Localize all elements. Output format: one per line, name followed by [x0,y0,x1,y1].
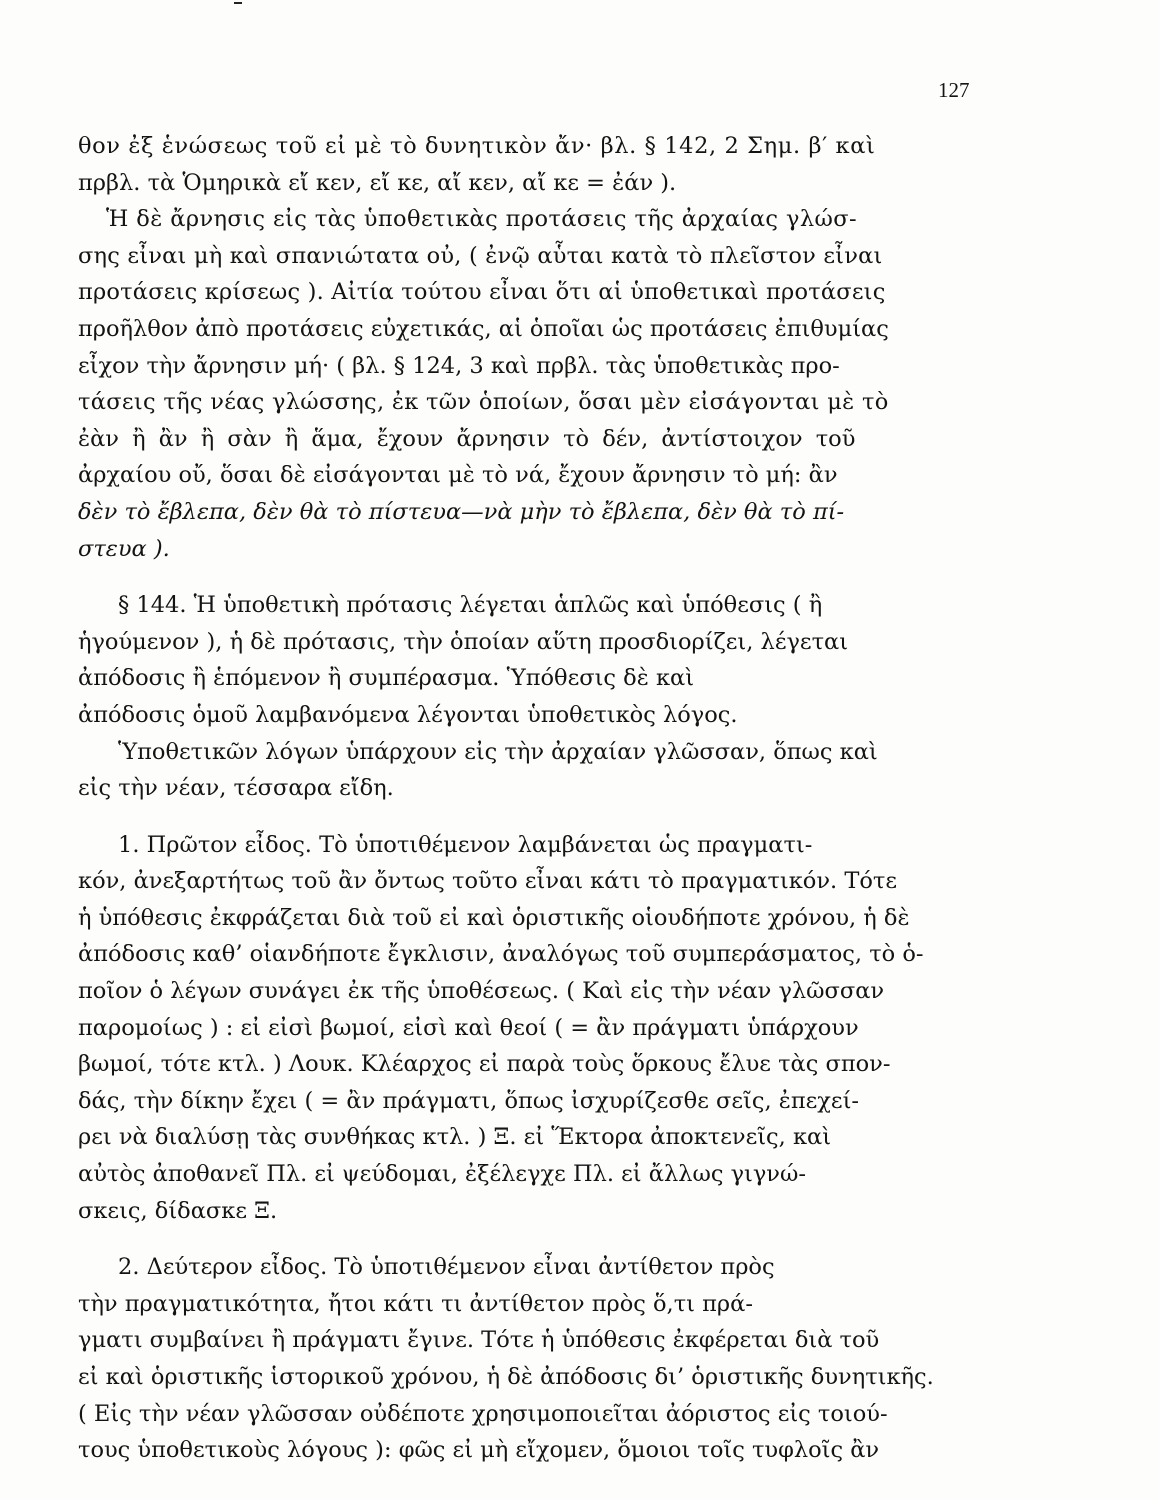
text-line [78,201,978,238]
line-text: ἡ ὑπόθεσις ἐκφράζεται διὰ τοῦ εἰ καὶ ὁριστικῆς οἱουδήποτε χρόνου, ἡ δὲ [78,904,910,931]
line-text: στευα ). [78,535,170,562]
text-line [78,734,978,771]
line-text: προτάσεις κρίσεως ). Αἰτία τούτου εἶναι ὅτι αἱ ὑποθετικαὶ προτάσεις [78,279,886,306]
text-line [78,936,978,973]
text-line [78,238,978,275]
text-line [78,128,978,165]
line-text: ( Εἰς τὴν νέαν γλῶσσαν οὐδέποτε χρησιμοποιεῖται ἀόριστος εἰς τοιού- [78,1400,888,1427]
text-line [78,1193,978,1230]
text-line [78,348,978,385]
text-line [78,384,978,421]
text-line [78,1083,978,1120]
paragraph-gap [78,807,978,827]
line-text: σης εἶναι μὴ καὶ σπανιώτατα οὐ, ( ἐνῷ αὗται κατὰ τὸ πλεῖστον εἶναι [78,242,883,269]
text-line [78,1396,978,1433]
line-text: ἀπόδοσις καθ’ οἱανδήποτε ἔγκλισιν, ἀναλόγως τοῦ συμπεράσματος, τὸ ὁ- [78,941,924,968]
line-text: 2. Δεύτερον εἶδος. Τὸ ὑποτιθέμενον εἶναι ἀντίθετον πρὸς [118,1254,775,1281]
text-line [78,421,978,458]
line-text: 1. Πρῶτον εἶδος. Τὸ ὑποτιθέμενον λαμβάνεται ὡς πραγματι- [118,831,813,858]
text-line [78,1119,978,1156]
line-text: ἀπόδοσις ὁμοῦ λαμβανόμενα λέγονται ὑποθετικὸς λόγος. [78,701,738,728]
paragraph-gap [78,1229,978,1249]
text-line [78,531,978,568]
top-dash-mark [234,2,242,4]
line-text: εἶχον τὴν ἄρνησιν μή· ( βλ. § 124, 3 καὶ πρβλ. τὰς ὑποθετικὰς προ- [78,352,840,379]
line-text: κόν, ἀνεξαρτήτως τοῦ ἂν ὄντως τοῦτο εἶναι κάτι τὸ πραγματικόν. Τότε [78,868,897,895]
line-text: προῆλθον ἀπὸ προτάσεις εὐχετικάς, αἱ ὁποῖαι ὡς προτάσεις ἐπιθυμίας [78,315,889,342]
line-text: τους ὑποθετικοὺς λόγους ): φῶς εἰ μὴ εἴχομεν, ὅμοιοι τοῖς τυφλοῖς ἂν [78,1437,880,1464]
text-line [78,1046,978,1083]
line-text: ἀρχαίου οὔ, ὅσαι δὲ εἰσάγονται μὲ τὸ νά, ἔχουν ἄρνησιν τὸ μή: ἂν [78,462,838,489]
text-line [78,1286,978,1323]
text-line [78,311,978,348]
line-text: δάς, τὴν δίκην ἔχει ( = ἂν πράγματι, ὅπως ἰσχυρίζεσθε σεῖς, ἐπεχεί- [78,1087,860,1114]
text-line [78,1156,978,1193]
text-line [78,165,978,202]
page-number: 127 [938,78,970,102]
line-text: τάσεις τῆς νέας γλώσσης, ἐκ τῶν ὁποίων, ὅσαι μὲν εἰσάγονται μὲ τὸ [78,389,889,416]
paragraph-gap [78,567,978,587]
text-line [78,1432,978,1469]
line-text: θον ἐξ ἑνώσεως τοῦ εἰ μὲ τὸ δυνητικὸν ἄν· βλ. § 142, 2 Σημ. β′ καὶ [78,133,876,159]
line-text: εἰς τὴν νέαν, τέσσαρα εἴδη. [78,775,394,802]
line-text: Ὑποθετικῶν λόγων ὑπάρχουν εἰς τὴν ἀρχαίαν γλῶσσαν, ὅπως καὶ [118,738,878,765]
text-line [78,274,978,311]
line-text: ἡγούμενον ), ἡ δὲ πρότασις, τὴν ὁποίαν αὕτη προσδιορίζει, λέγεται [78,628,849,655]
text-line [78,660,978,697]
line-text: σκεις, δίδασκε Ξ. [78,1197,278,1224]
text-line [78,457,978,494]
line-text: γματι συμβαίνει ἢ πράγματι ἔγινε. Τότε ἡ ὑπόθεσις ἐκφέρεται διὰ τοῦ [78,1327,880,1354]
line-text: ἐὰν ἢ ἂν ἢ σὰν ἢ ἅμα, ἔχουν ἄρνησιν τὸ δέν, ἀντίστοιχον τοῦ [78,425,856,452]
text-line [78,494,978,531]
line-text: τὴν πραγματικότητα, ἤτοι κάτι τι ἀντίθετον πρὸς ὅ,τι πρά- [78,1290,753,1317]
text-line [78,770,978,807]
line-text: παρομοίως ) : εἰ εἰσὶ βωμοί, εἰσὶ καὶ θεοί ( = ἂν πράγματι ὑπάρχουν [78,1014,859,1041]
text-line [78,900,978,937]
line-text: § 144. Ἡ ὑποθετικὴ πρότασις λέγεται ἁπλῶς καὶ ὑπόθεσις ( ἢ [118,592,823,619]
subsection-heading-line [78,827,978,864]
text-line [78,973,978,1010]
line-text: πρβλ. τὰ Ὁμηρικὰ εἴ κεν, εἴ κε, αἴ κεν, αἴ κε = ἐάν ). [78,169,677,196]
line-text: ποῖον ὁ λέγων συνάγει ἐκ τῆς ὑποθέσεως. ( Καὶ εἰς τὴν νέαν γλῶσσαν [78,978,885,1005]
line-text: ἀπόδοσις ἢ ἑπόμενον ἢ συμπέρασμα. Ὑπόθεσις δὲ καὶ [78,665,695,692]
line-text: δὲν τὸ ἔβλεπα, δὲν θὰ τὸ πίστευα—νὰ μὴν τὸ ἔβλεπα, δὲν θὰ τὸ πί- [78,498,845,525]
line-text: Ἡ δὲ ἄρνησις εἰς τὰς ὑποθετικὰς προτάσεις τῆς ἀρχαίας γλώσ- [106,206,857,233]
section-heading-line [78,587,978,624]
line-text: εἰ καὶ ὁριστικῆς ἱστορικοῦ χρόνου, ἡ δὲ ἀπόδοσις δι’ ὁριστικῆς δυνητικῆς. [78,1364,934,1390]
line-text: βωμοί, τότε κτλ. ) Λουκ. Κλέαρχος εἰ παρὰ τοὺς ὅρκους ἔλυε τὰς σπον- [78,1051,891,1078]
text-line [78,1322,978,1359]
line-text: ρει νὰ διαλύσῃ τὰς συνθήκας κτλ. ) Ξ. εἰ Ἕκτορα ἀποκτενεῖς, καὶ [78,1124,832,1151]
subsection-heading-line [78,1249,978,1286]
text-body [78,128,978,1469]
text-line [78,697,978,734]
text-line [78,624,978,661]
text-line [78,1359,978,1396]
text-line [78,1010,978,1047]
text-line [78,863,978,900]
line-text: αὐτὸς ἀποθανεῖ Πλ. εἰ ψεύδομαι, ἐξέλεγχε Πλ. εἰ ἄλλως γιγνώ- [78,1161,806,1188]
